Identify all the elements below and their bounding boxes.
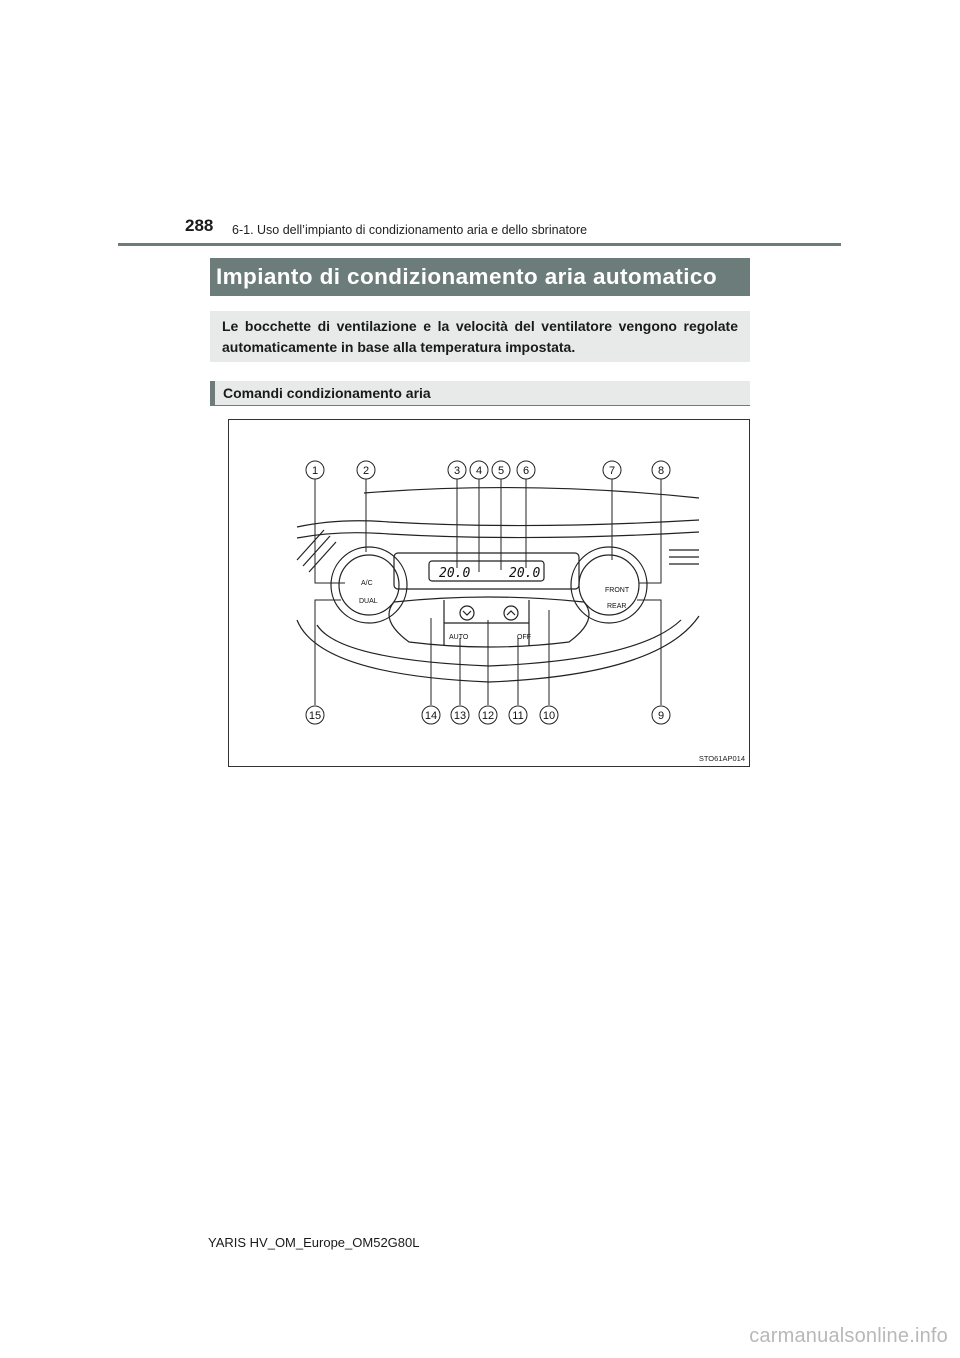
callout-6: 6 [522,465,530,477]
auto-button-label: AUTO [449,634,469,641]
callout-10: 10 [542,710,556,722]
page-number: 288 [185,216,214,235]
chevron-down-icon [463,611,471,615]
callout-9-leader [637,600,661,705]
callout-12: 12 [481,710,495,722]
footer-manual-code: YARIS HV_OM_Europe_OM52G80L [208,1235,420,1250]
callout-1: 1 [311,465,319,477]
dash-line-2 [297,520,699,527]
ac-controls-figure [228,419,750,767]
section-header: 6-1. Uso dell’impianto di condizionamento aria e dello sbrinatore [232,223,588,237]
callout-15-leader [315,600,341,705]
rear-defog-label: REAR [607,603,627,610]
right-temp-readout: 20.0 [509,566,541,581]
fan-down-button [460,606,474,620]
figure-id: STO61AP014 [698,754,745,763]
front-defog-label: FRONT [605,587,630,594]
watermark: carmanualsonline.info [749,1325,948,1347]
page-title: Impianto di condizionamento aria automatico [210,258,750,296]
right-vent-lines [669,550,699,564]
callout-4: 4 [475,465,483,477]
panel-bottom-inner [317,620,681,666]
off-button-label: OFF [517,634,531,641]
fan-up-button [504,606,518,620]
callout-7: 7 [608,465,616,477]
ac-panel-illustration [229,420,749,766]
callout-14: 14 [424,710,438,722]
chevron-up-icon [507,611,515,615]
header-rule [118,243,841,246]
dash-line-3 [297,532,699,538]
callout-15: 15 [308,710,322,722]
callout-3: 3 [453,465,461,477]
callout-2: 2 [362,465,370,477]
intro-text: Le bocchette di ventilazione e la velocità del ventilatore vengono regolate automaticamente in base alla temperatura impostata. [210,311,750,362]
dash-top-line [364,488,699,498]
left-temp-readout: 20.0 [439,566,471,581]
button-strip [389,597,589,647]
callout-9: 9 [657,710,665,722]
display-frame [394,553,579,589]
left-vent-hatching [297,530,336,572]
callout-8: 8 [657,465,665,477]
callout-13: 13 [453,710,467,722]
dual-button-label: DUAL [359,598,378,605]
right-knob-outer [571,547,647,623]
callout-1-leader [315,478,345,583]
ac-button-label: A/C [361,580,373,587]
subsection-title: Comandi condizionamento aria [210,381,750,406]
callout-5: 5 [497,465,505,477]
callout-11: 11 [512,710,524,722]
